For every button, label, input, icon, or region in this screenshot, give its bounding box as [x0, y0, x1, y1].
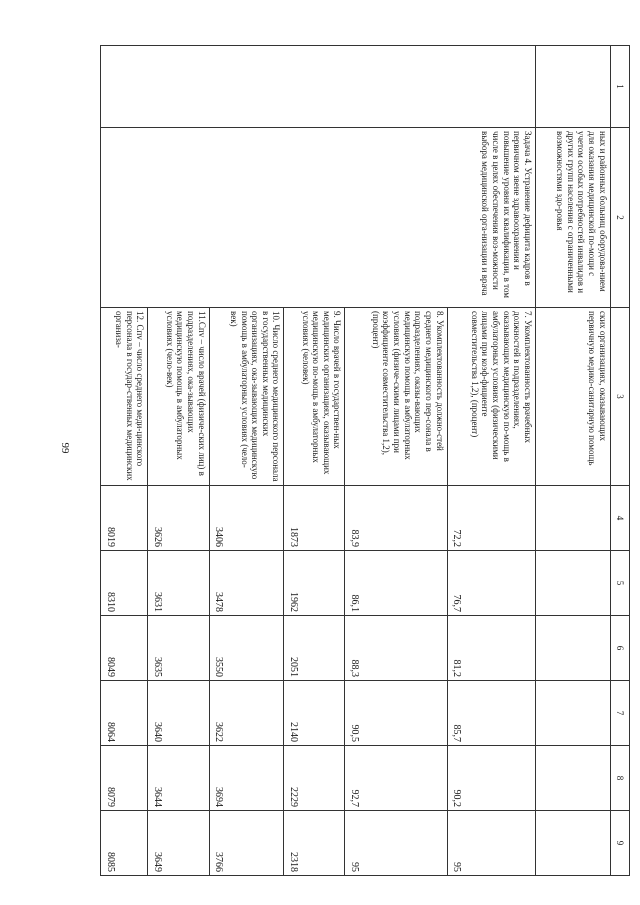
value-cell: 3649 [148, 811, 209, 876]
value-cell: 88,3 [345, 616, 447, 681]
indicator-cell: 11.Спv – число врачей (физиче-ских лиц) в подразделениях, ока-зывающих медицинскую помощь в амбулаторных условиях (чело-век) [148, 308, 209, 486]
value-cell [535, 746, 610, 811]
table-header-row [610, 46, 629, 876]
page-number: 99 [59, 442, 71, 454]
column-header: 3 [610, 308, 629, 486]
value-cell: 8019 [101, 486, 149, 551]
indicator-cell: ских организациях, оказывающих первичную медико-санитарную помощь [535, 308, 610, 486]
table-row [535, 46, 610, 876]
column-header: 9 [610, 811, 629, 876]
value-cell: 92,7 [345, 746, 447, 811]
value-cell: 76,7 [447, 551, 535, 616]
table-row [447, 46, 535, 876]
column-header: 5 [610, 551, 629, 616]
value-cell: 83,9 [345, 486, 447, 551]
value-cell: 1962 [284, 551, 345, 616]
column-header: 4 [610, 486, 629, 551]
value-cell: 8079 [101, 746, 149, 811]
indicators-table [100, 45, 630, 876]
value-cell: 8049 [101, 616, 149, 681]
value-cell: 2318 [284, 811, 345, 876]
indicator-cell: 8. Укомплектованность должно-стей среднего медицинского пер-сонала в подразделениях, оказы-вающих медицинскую помощь в амбулаторных условиях (физиче-скими лицами при коэффициенте совместительства 1,2), (процент) [345, 308, 447, 486]
value-cell: 95 [447, 811, 535, 876]
value-cell: 3694 [209, 746, 284, 811]
indicator-cell: 9. Число врачей в государствен-ных медицинских организациях, оказывающих медицинскую по-мощь в амбулаторных условиях (человек) [284, 308, 345, 486]
value-cell: 3626 [148, 486, 209, 551]
value-cell: 3635 [148, 616, 209, 681]
value-cell: 2229 [284, 746, 345, 811]
value-cell: 2051 [284, 616, 345, 681]
indicator-cell: 12. Спv – число среднего меди-цинского персонала в государ-ственных медицинских организа- [101, 308, 149, 486]
document-table-wrapper [100, 45, 630, 875]
value-cell: 85,7 [447, 681, 535, 746]
value-cell: 3640 [148, 681, 209, 746]
indicator-cell: 10. Число среднего медицинского персонала в государственных медицинских организациях, ока-зывающих медицинскую помощь в амбулаторных условиях (чело-век) [209, 308, 284, 486]
value-cell: 3766 [209, 811, 284, 876]
value-cell: 3550 [209, 616, 284, 681]
value-cell: 95 [345, 811, 447, 876]
column-header: 2 [610, 128, 629, 308]
value-cell [535, 551, 610, 616]
value-cell: 90,2 [447, 746, 535, 811]
indicator-cell: 7. Укомплектованность врачебных должностей в подразделениях, оказывающих медицинскую по-мощь в амбулаторных условиях (физическими лицами при коэф-фициенте совместительства 1,2), (процент) [447, 308, 535, 486]
value-cell: 3644 [148, 746, 209, 811]
column-header: 8 [610, 746, 629, 811]
value-cell: 8064 [101, 681, 149, 746]
value-cell: 81,2 [447, 616, 535, 681]
column-header: 6 [610, 616, 629, 681]
table-cell [535, 46, 610, 128]
value-cell [535, 811, 610, 876]
value-cell: 90,5 [345, 681, 447, 746]
value-cell: 3631 [148, 551, 209, 616]
task-cell: ных и районных больниц оборудова-нием для оказания медицинской по-мощи с учетом особых потребностей инвалидов и других групп населения с ограниченными возможностями здо-ровья [535, 128, 610, 308]
column-header: 1 [610, 46, 629, 128]
value-cell: 2140 [284, 681, 345, 746]
value-cell [535, 681, 610, 746]
value-cell: 3406 [209, 486, 284, 551]
table-cell [101, 46, 536, 128]
value-cell: 8310 [101, 551, 149, 616]
value-cell: 86,1 [345, 551, 447, 616]
value-cell: 3478 [209, 551, 284, 616]
value-cell [535, 486, 610, 551]
value-cell: 72,2 [447, 486, 535, 551]
value-cell: 8085 [101, 811, 149, 876]
value-cell [535, 616, 610, 681]
column-header: 7 [610, 681, 629, 746]
value-cell: 1873 [284, 486, 345, 551]
task-cell: Задача 4. Устранение дефицита кадров в первичном звене здравоохранения и повышение уровня их квалификации, в том числе в целях обеспечения воз-можности выбора медицинской орга-низации и врача [101, 128, 536, 308]
value-cell: 3622 [209, 681, 284, 746]
